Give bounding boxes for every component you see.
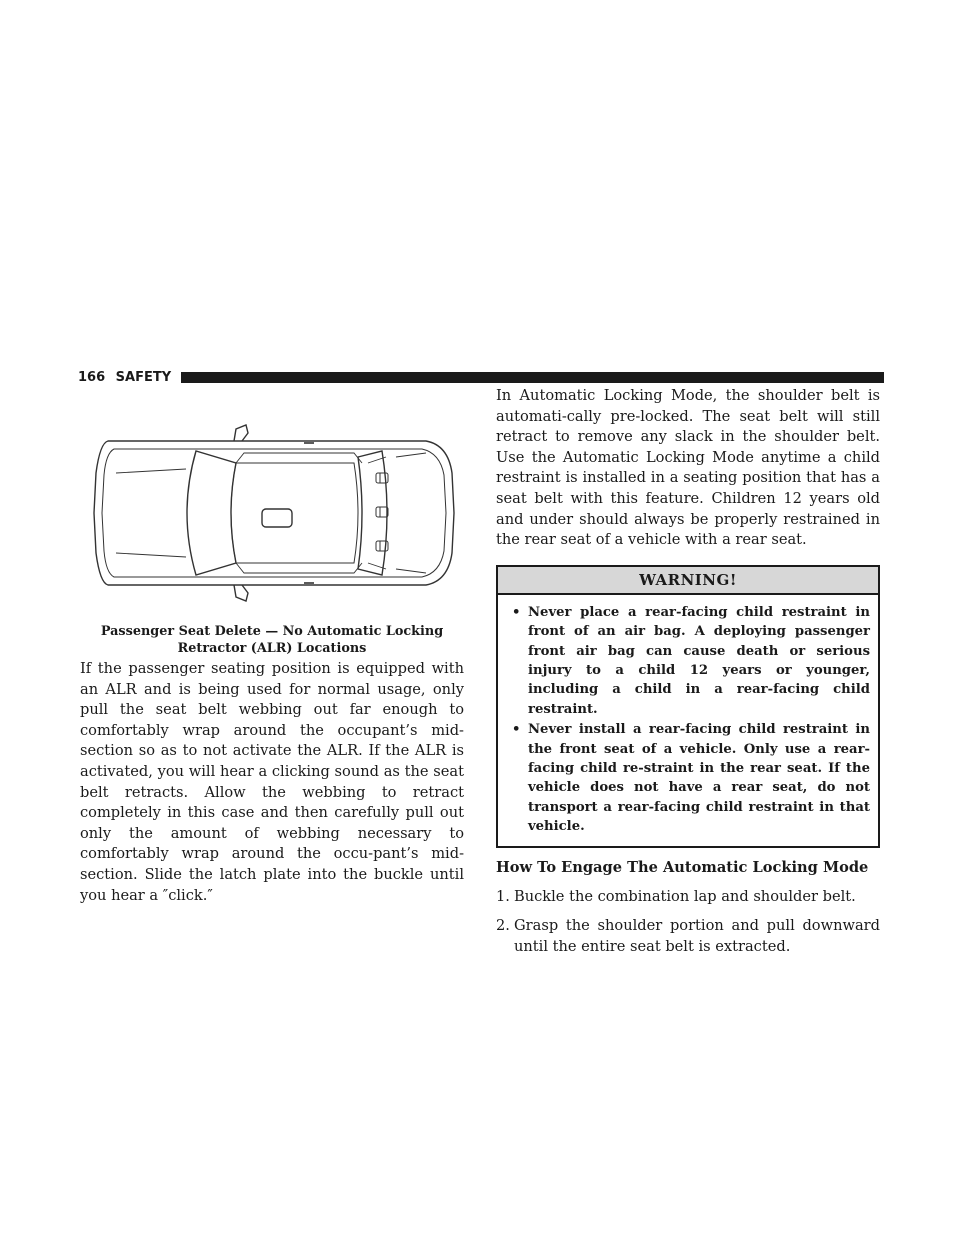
vehicle-top-view-figure bbox=[80, 405, 464, 625]
bullet-icon: • bbox=[512, 722, 521, 738]
warning-box bbox=[496, 565, 880, 848]
procedure-step bbox=[496, 887, 880, 908]
running-head bbox=[78, 370, 171, 385]
right-column bbox=[496, 386, 880, 966]
header-rule bbox=[181, 372, 884, 383]
automatic-locking-paragraph: In Automatic Locking Mode, the shoulder belt is automati-cally pre-locked. The seat belt will still retract to remove any slack in the shoulder belt. Use the Automatic Locking Mode anytime a child restraint is installed in a seating position that has a seat belt with this feature. Children 12 years old and under should always be properly restrained in the rear seat of a vehicle with a rear seat. bbox=[496, 387, 880, 549]
warning-item-text: Never install a rear-facing child restraint in the front seat of a vehicle. Only use a rear-facing child re-straint in the rear seat. If the vehicle does not have a rear seat, do not transport a rear-facing child restraint in that vehicle. bbox=[528, 722, 870, 835]
warning-item bbox=[510, 603, 870, 719]
warning-list bbox=[498, 595, 878, 846]
alr-usage-paragraph: If the passenger seating position is equipped with an ALR and is being used for normal usage, only pull the seat belt webbing out far enough to comfortably wrap around the occupant’s mid-section so as to not activate the ALR. If the ALR is activated, you will hear a clicking sound as the seat belt retracts. Allow the webbing to retract completely in this case and then carefully pull out only the amount of webbing necessary to comfortably wrap around the occu-pant’s mid-section. Slide the latch plate into the buckle until you hear a ″click.″ bbox=[80, 660, 464, 904]
step-number: 1. bbox=[496, 887, 510, 905]
bullet-icon: • bbox=[512, 604, 521, 620]
warning-item bbox=[510, 720, 870, 836]
figure-caption: Passenger Seat Delete — No Automatic Locking Retractor (ALR) Locations bbox=[100, 624, 444, 656]
page-header bbox=[78, 366, 884, 388]
procedure-steps bbox=[496, 887, 880, 958]
step-text: Buckle the combination lap and shoulder belt. bbox=[514, 887, 856, 905]
car-top-view-illustration bbox=[86, 413, 456, 613]
left-column bbox=[80, 405, 464, 906]
page-number: 166 bbox=[78, 369, 106, 385]
procedure-step bbox=[496, 916, 880, 957]
warning-item-text: Never place a rear-facing child restraint in front of an air bag. A deploying passenger front air bag can cause death or serious injury to a child 12 years or younger, including a child in a rear-facing child restraint. bbox=[528, 604, 870, 717]
procedure-heading: How To Engage The Automatic Locking Mode bbox=[496, 858, 869, 876]
step-text: Grasp the shoulder portion and pull downward until the entire seat belt is extracted. bbox=[514, 917, 880, 955]
section-name: SAFETY bbox=[115, 369, 172, 385]
step-number: 2. bbox=[496, 917, 510, 935]
warning-title: WARNING! bbox=[498, 567, 878, 595]
